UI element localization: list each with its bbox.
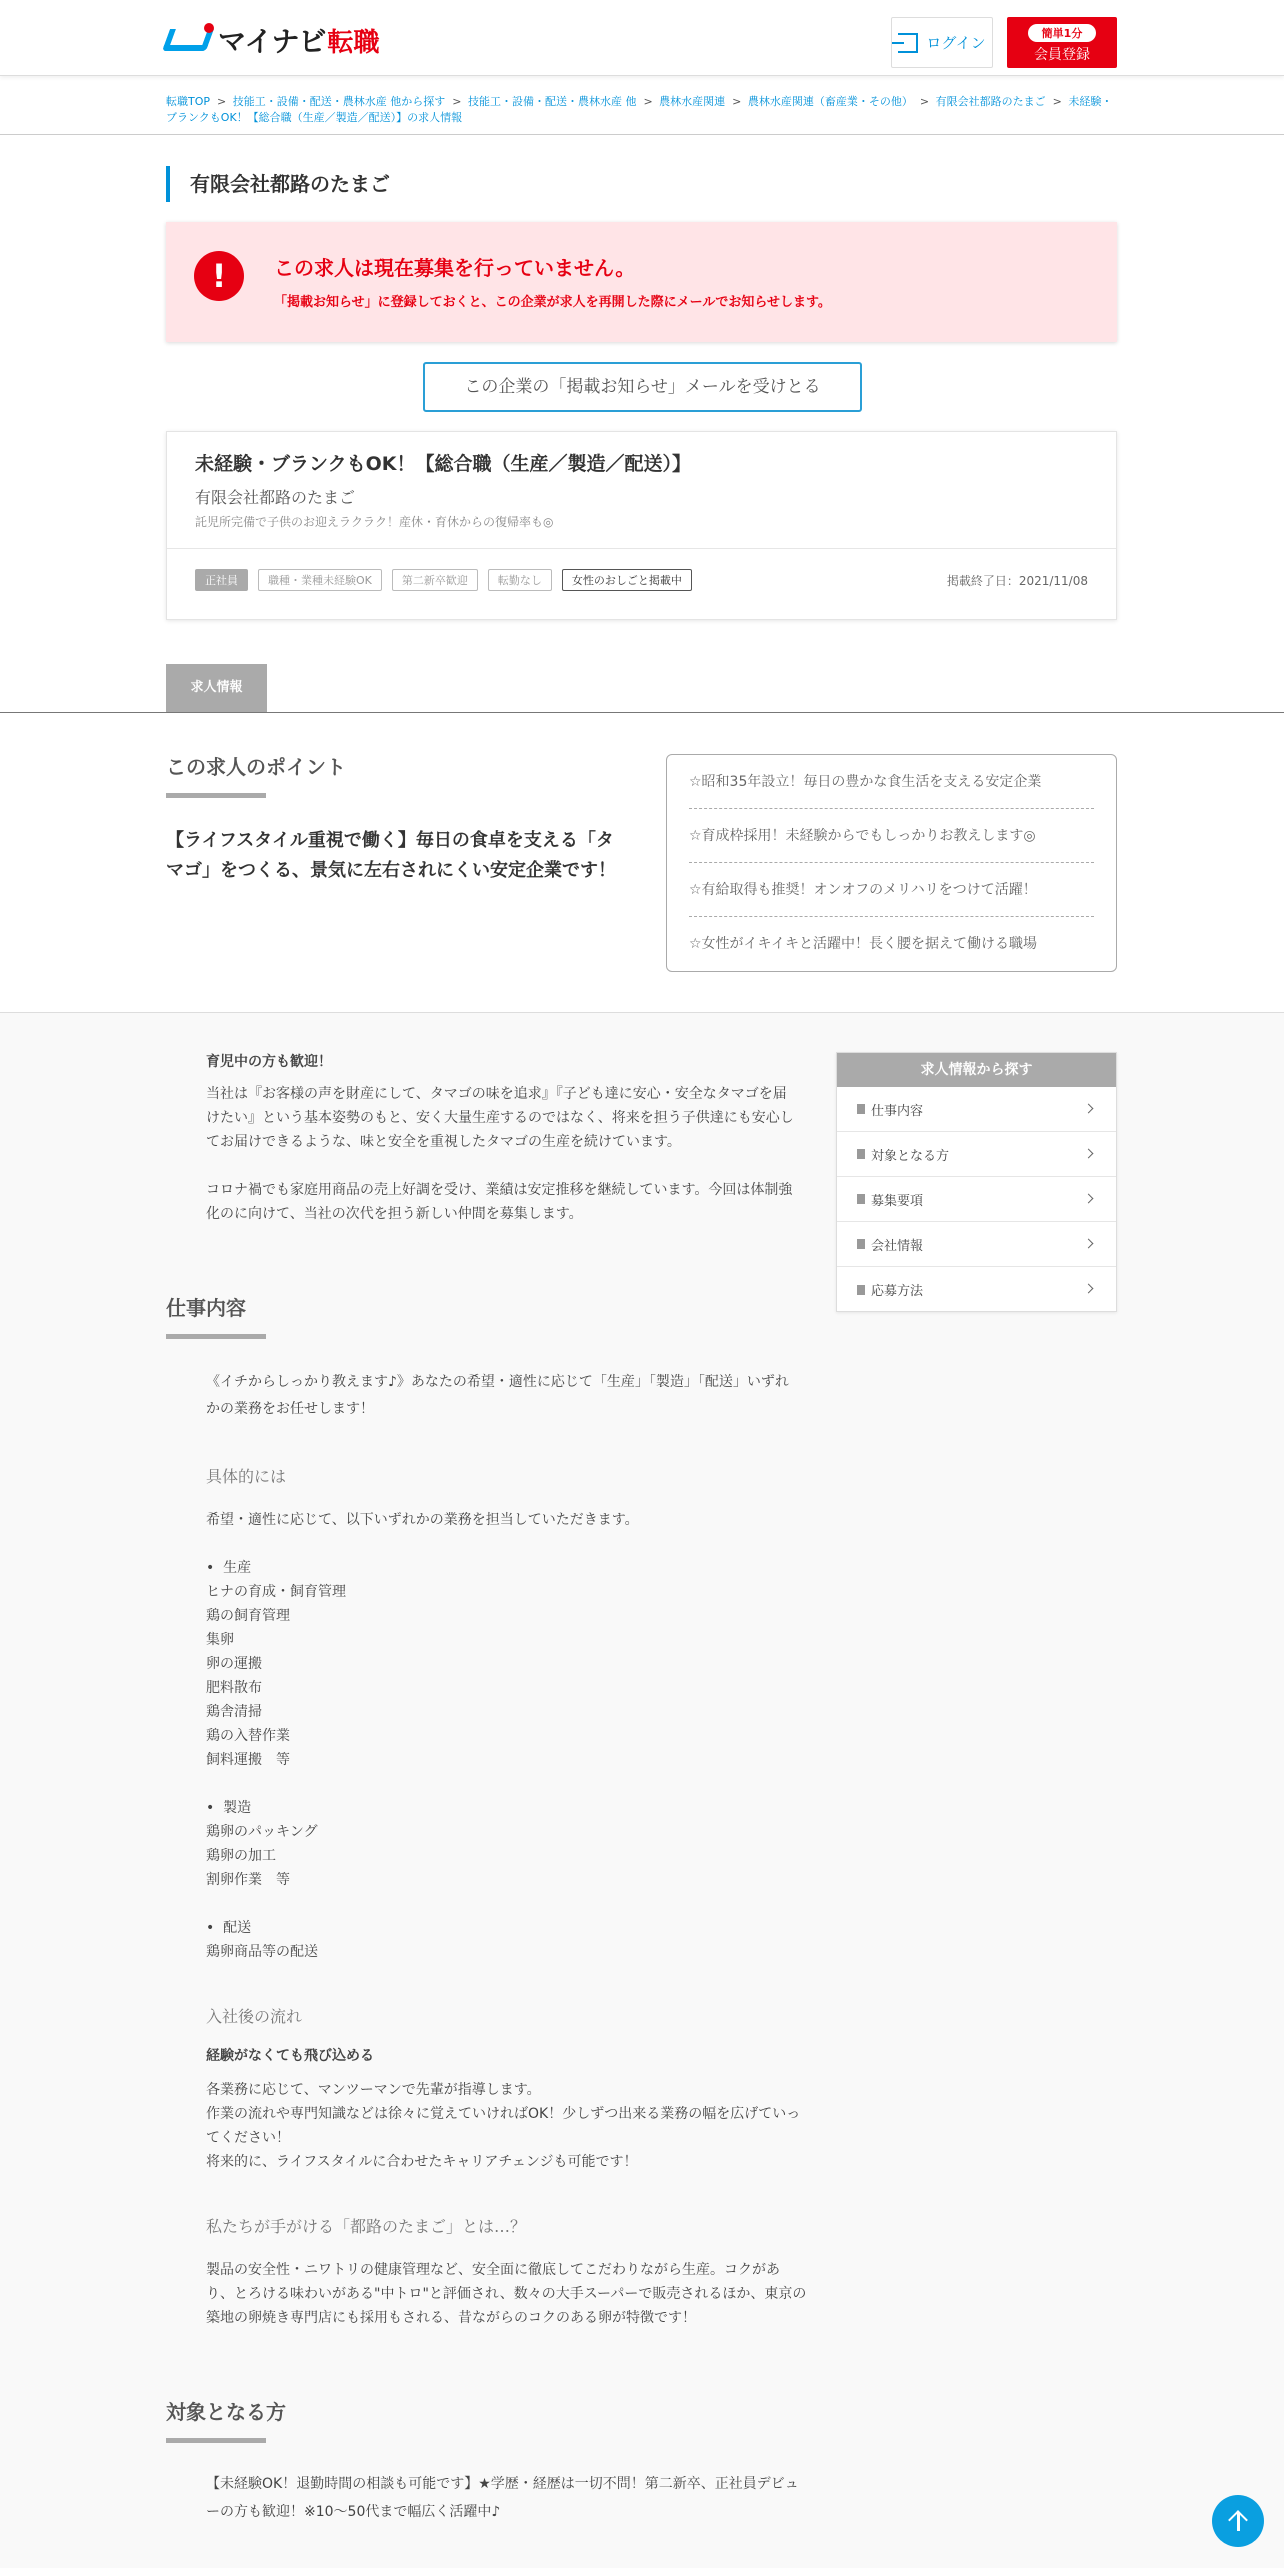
points-list xyxy=(666,754,1117,972)
side-navigation xyxy=(836,1052,1117,1312)
intro-line: 当社は『お客様の声を財産にして、タマゴの味を追求』『子ども達に安心・安全なタマゴを届 xyxy=(206,1086,787,1102)
list-item: 卵の運搬 xyxy=(206,1656,262,1672)
flow-line: 将来的に、ライフスタイルに合わせたキャリアチェンジも可能です！ xyxy=(206,2154,638,2170)
specific-intro: 希望・適性に応じて、以下いずれかの業務を担当していただきます。 xyxy=(206,1512,639,1528)
flow-line: 各業務に応じて、マンツーマンで先輩が指導します。 xyxy=(206,2082,541,2098)
logo-mark-icon xyxy=(166,23,214,57)
list-item: 鶏卵商品等の配送 xyxy=(206,1944,318,1960)
list-title: • 生産 xyxy=(206,1560,252,1576)
about-heading: 私たちが手がける「都路のたまご」とは…？ xyxy=(206,2217,527,2236)
tab-job-info[interactable]: 求人情報 xyxy=(166,664,267,712)
about-line: 製品の安全性・ニワトリの健康管理など、安全面に徹底してこだわりながら生産。コクがあ xyxy=(206,2262,780,2278)
document-icon xyxy=(857,1239,865,1249)
intro-heading: 育児中の方も歓迎！ xyxy=(206,1054,332,1070)
end-date: 掲載終了日：2021/11/08 xyxy=(946,574,1088,588)
breadcrumb-divider xyxy=(0,134,1284,135)
closed-alert xyxy=(166,222,1117,342)
chevron-right-icon xyxy=(1084,1149,1094,1159)
flow-line: 作業の流れや専門知識などは徐々に覚えていければOK！少しずつ出来る業務の幅を広げていっ xyxy=(206,2106,801,2122)
tag-badge: 第二新卒歓迎 xyxy=(392,569,478,591)
list-item: 鶏卵の加工 xyxy=(206,1848,276,1864)
chevron-right-icon xyxy=(1084,1104,1094,1114)
list-item: 鶏の入替作業 xyxy=(206,1728,290,1744)
document-icon xyxy=(857,1285,865,1295)
intro-line: コロナ禍でも家庭用商品の売上好調を受け、業績は安定推移を継続しています。今回は体制強 xyxy=(206,1182,793,1198)
list-item: 鶏の飼育管理 xyxy=(206,1608,290,1624)
sidenav-item-apply[interactable]: 応募方法 xyxy=(837,1267,1116,1312)
points-lead: 【ライフスタイル重視で働く】毎日の食卓を支える「タマゴ」をつくる、景気に左右されにくい安定企業です！ xyxy=(166,830,616,881)
intro-line: てお届けできるような、味と安全を重視したタマゴの生産を続けています。 xyxy=(206,1134,681,1150)
alert-message: 「掲載お知らせ」に登録しておくと、この企業が求人を再開した際にメールでお知らせします。 xyxy=(274,295,831,310)
work-intro-line: かの業務をお任せします！ xyxy=(206,1401,374,1417)
breadcrumb-item[interactable]: 技能工・設備・配送・農林水産 他 xyxy=(467,95,637,108)
job-card xyxy=(166,431,1117,620)
list-item: 飼料運搬 等 xyxy=(206,1752,290,1768)
list-title: • 製造 xyxy=(206,1800,252,1816)
target-heading: 対象となる方 xyxy=(166,2400,286,2424)
tag-badge[interactable]: 女性のおしごと掲載中 xyxy=(562,569,692,591)
chevron-right-icon xyxy=(1084,1194,1094,1204)
specific-heading: 具体的には xyxy=(206,1467,287,1486)
register-button[interactable] xyxy=(1007,17,1117,68)
points-heading: この求人のポイント xyxy=(166,755,346,779)
list-item: 肥料散布 xyxy=(206,1680,262,1696)
scroll-to-top-button[interactable] xyxy=(1212,2495,1264,2547)
flow-heading: 入社後の流れ xyxy=(206,2007,303,2026)
sidenav-item-work[interactable]: 仕事内容 xyxy=(837,1087,1116,1132)
target-line: 【未経験OK！退勤時間の相談も可能です】★学歴・経歴は一切不問！第二新卒、正社員デビュ xyxy=(206,2476,799,2492)
intro-line: 化のに向けて、当社の次代を担う新しい仲間を募集します。 xyxy=(206,1206,583,1222)
list-item: 割卵作業 等 xyxy=(206,1872,290,1888)
login-label: ログイン xyxy=(926,34,986,52)
sidenav-heading: 求人情報から探す xyxy=(837,1053,1116,1087)
company-heading: 有限会社都路のたまご xyxy=(166,166,390,202)
breadcrumb-item[interactable]: 有限会社都路のたまご xyxy=(935,95,1046,108)
login-icon xyxy=(898,33,918,53)
site-header xyxy=(0,0,1284,76)
tag-badge: 転勤なし xyxy=(488,569,552,591)
document-icon xyxy=(857,1104,865,1114)
logo-text: マイナビ xyxy=(218,25,326,58)
breadcrumb-item[interactable]: 技能工・設備・配送・農林水産 他から探す xyxy=(232,95,446,108)
sidenav-item-target[interactable]: 対象となる方 xyxy=(837,1132,1116,1177)
alert-title: この求人は現在募集を行っていません。 xyxy=(274,256,636,280)
point-item: ☆有給取得も推奨！オンオフのメリハリをつけて活躍！ xyxy=(689,863,1094,917)
point-item: ☆女性がイキイキと活躍中！長く腰を据えて働ける職場 xyxy=(689,936,1037,952)
document-icon xyxy=(857,1149,865,1159)
about-line: 築地の卵焼き専門店にも採用もされる、昔ながらのコクのある卵が特徴です！ xyxy=(206,2310,696,2326)
target-line: ーの方も歓迎！※10～50代まで幅広く活躍中♪ xyxy=(206,2504,501,2520)
point-item: ☆育成枠採用！未経験からでもしっかりお教えします◎ xyxy=(689,809,1094,863)
intro-line: けたい』という基本姿勢のもと、安く大量生産するのではなく、将来を担う子供達にも安心し xyxy=(206,1110,794,1126)
work-intro-line: 《イチからしっかり教えます♪》あなたの希望・適性に応じて「生産」「製造」「配送」いずれ xyxy=(206,1374,789,1390)
flow-line: てください！ xyxy=(206,2130,290,2146)
notify-subscribe-button[interactable]: この企業の「掲載お知らせ」メールを受けとる xyxy=(423,362,862,412)
register-pill: 簡単1分 xyxy=(1028,24,1097,42)
about-line: り、とろける味わいがある"中トロ"と評価され、数々の大手スーパーで販売されるほか、東京の xyxy=(206,2286,807,2302)
job-company: 有限会社都路のたまご xyxy=(195,488,356,507)
register-label: 会員登録 xyxy=(1034,47,1090,63)
list-item: ヒナの育成・飼育管理 xyxy=(206,1584,346,1600)
list-item: 集卵 xyxy=(206,1632,234,1648)
chevron-right-icon xyxy=(1084,1239,1094,1249)
list-item: 鶏卵のパッキング xyxy=(206,1824,318,1840)
breadcrumb-item[interactable]: 転職TOP xyxy=(166,95,211,108)
sidenav-item-requirements[interactable]: 募集要項 xyxy=(837,1177,1116,1222)
breadcrumb-item[interactable]: 未経験・ブランクもOK！【総合職（生産／製造／配送）】の求人情報 xyxy=(166,95,1113,124)
tag-badge: 職種・業種未経験OK xyxy=(258,569,382,591)
chevron-right-icon xyxy=(1084,1284,1094,1294)
exclamation-icon: ! xyxy=(194,251,244,301)
list-item: 鶏舎清掃 xyxy=(206,1704,262,1720)
job-tags xyxy=(195,569,692,591)
tag-badge: 正社員 xyxy=(195,569,248,591)
flow-subheading: 経験がなくても飛び込める xyxy=(206,2048,374,2064)
breadcrumb-item[interactable]: 農林水産関連 xyxy=(659,95,726,108)
breadcrumb-item[interactable]: 農林水産関連（畜産業・その他） xyxy=(747,95,913,108)
logo-sub: 転職 xyxy=(327,27,380,58)
work-heading: 仕事内容 xyxy=(166,1296,246,1320)
job-title: 未経験・ブランクもOK！【総合職（生産／製造／配送）】 xyxy=(195,453,691,475)
login-button[interactable] xyxy=(891,17,993,68)
job-description: 託児所完備で子供のお迎えラクラク！産休・育休からの復帰率も◎ xyxy=(195,515,554,529)
document-icon xyxy=(857,1194,865,1204)
point-item: ☆昭和35年設立！毎日の豊かな食生活を支える安定企業 xyxy=(689,755,1094,809)
sidenav-item-company[interactable]: 会社情報 xyxy=(837,1222,1116,1267)
site-logo[interactable] xyxy=(166,22,379,58)
breadcrumb: 転職TOP > 技能工・設備・配送・農林水産 他から探す > 技能工・設備・配送・農林水産 他 > 農林水産関連 > 農林水産関連（畜産業・その他） > 有限会社都路のたまご > 未経験・ブランクもOK！【総合職（生産／製造／配送）】の求人情報 xyxy=(166,95,1113,124)
list-title: • 配送 xyxy=(206,1920,252,1936)
